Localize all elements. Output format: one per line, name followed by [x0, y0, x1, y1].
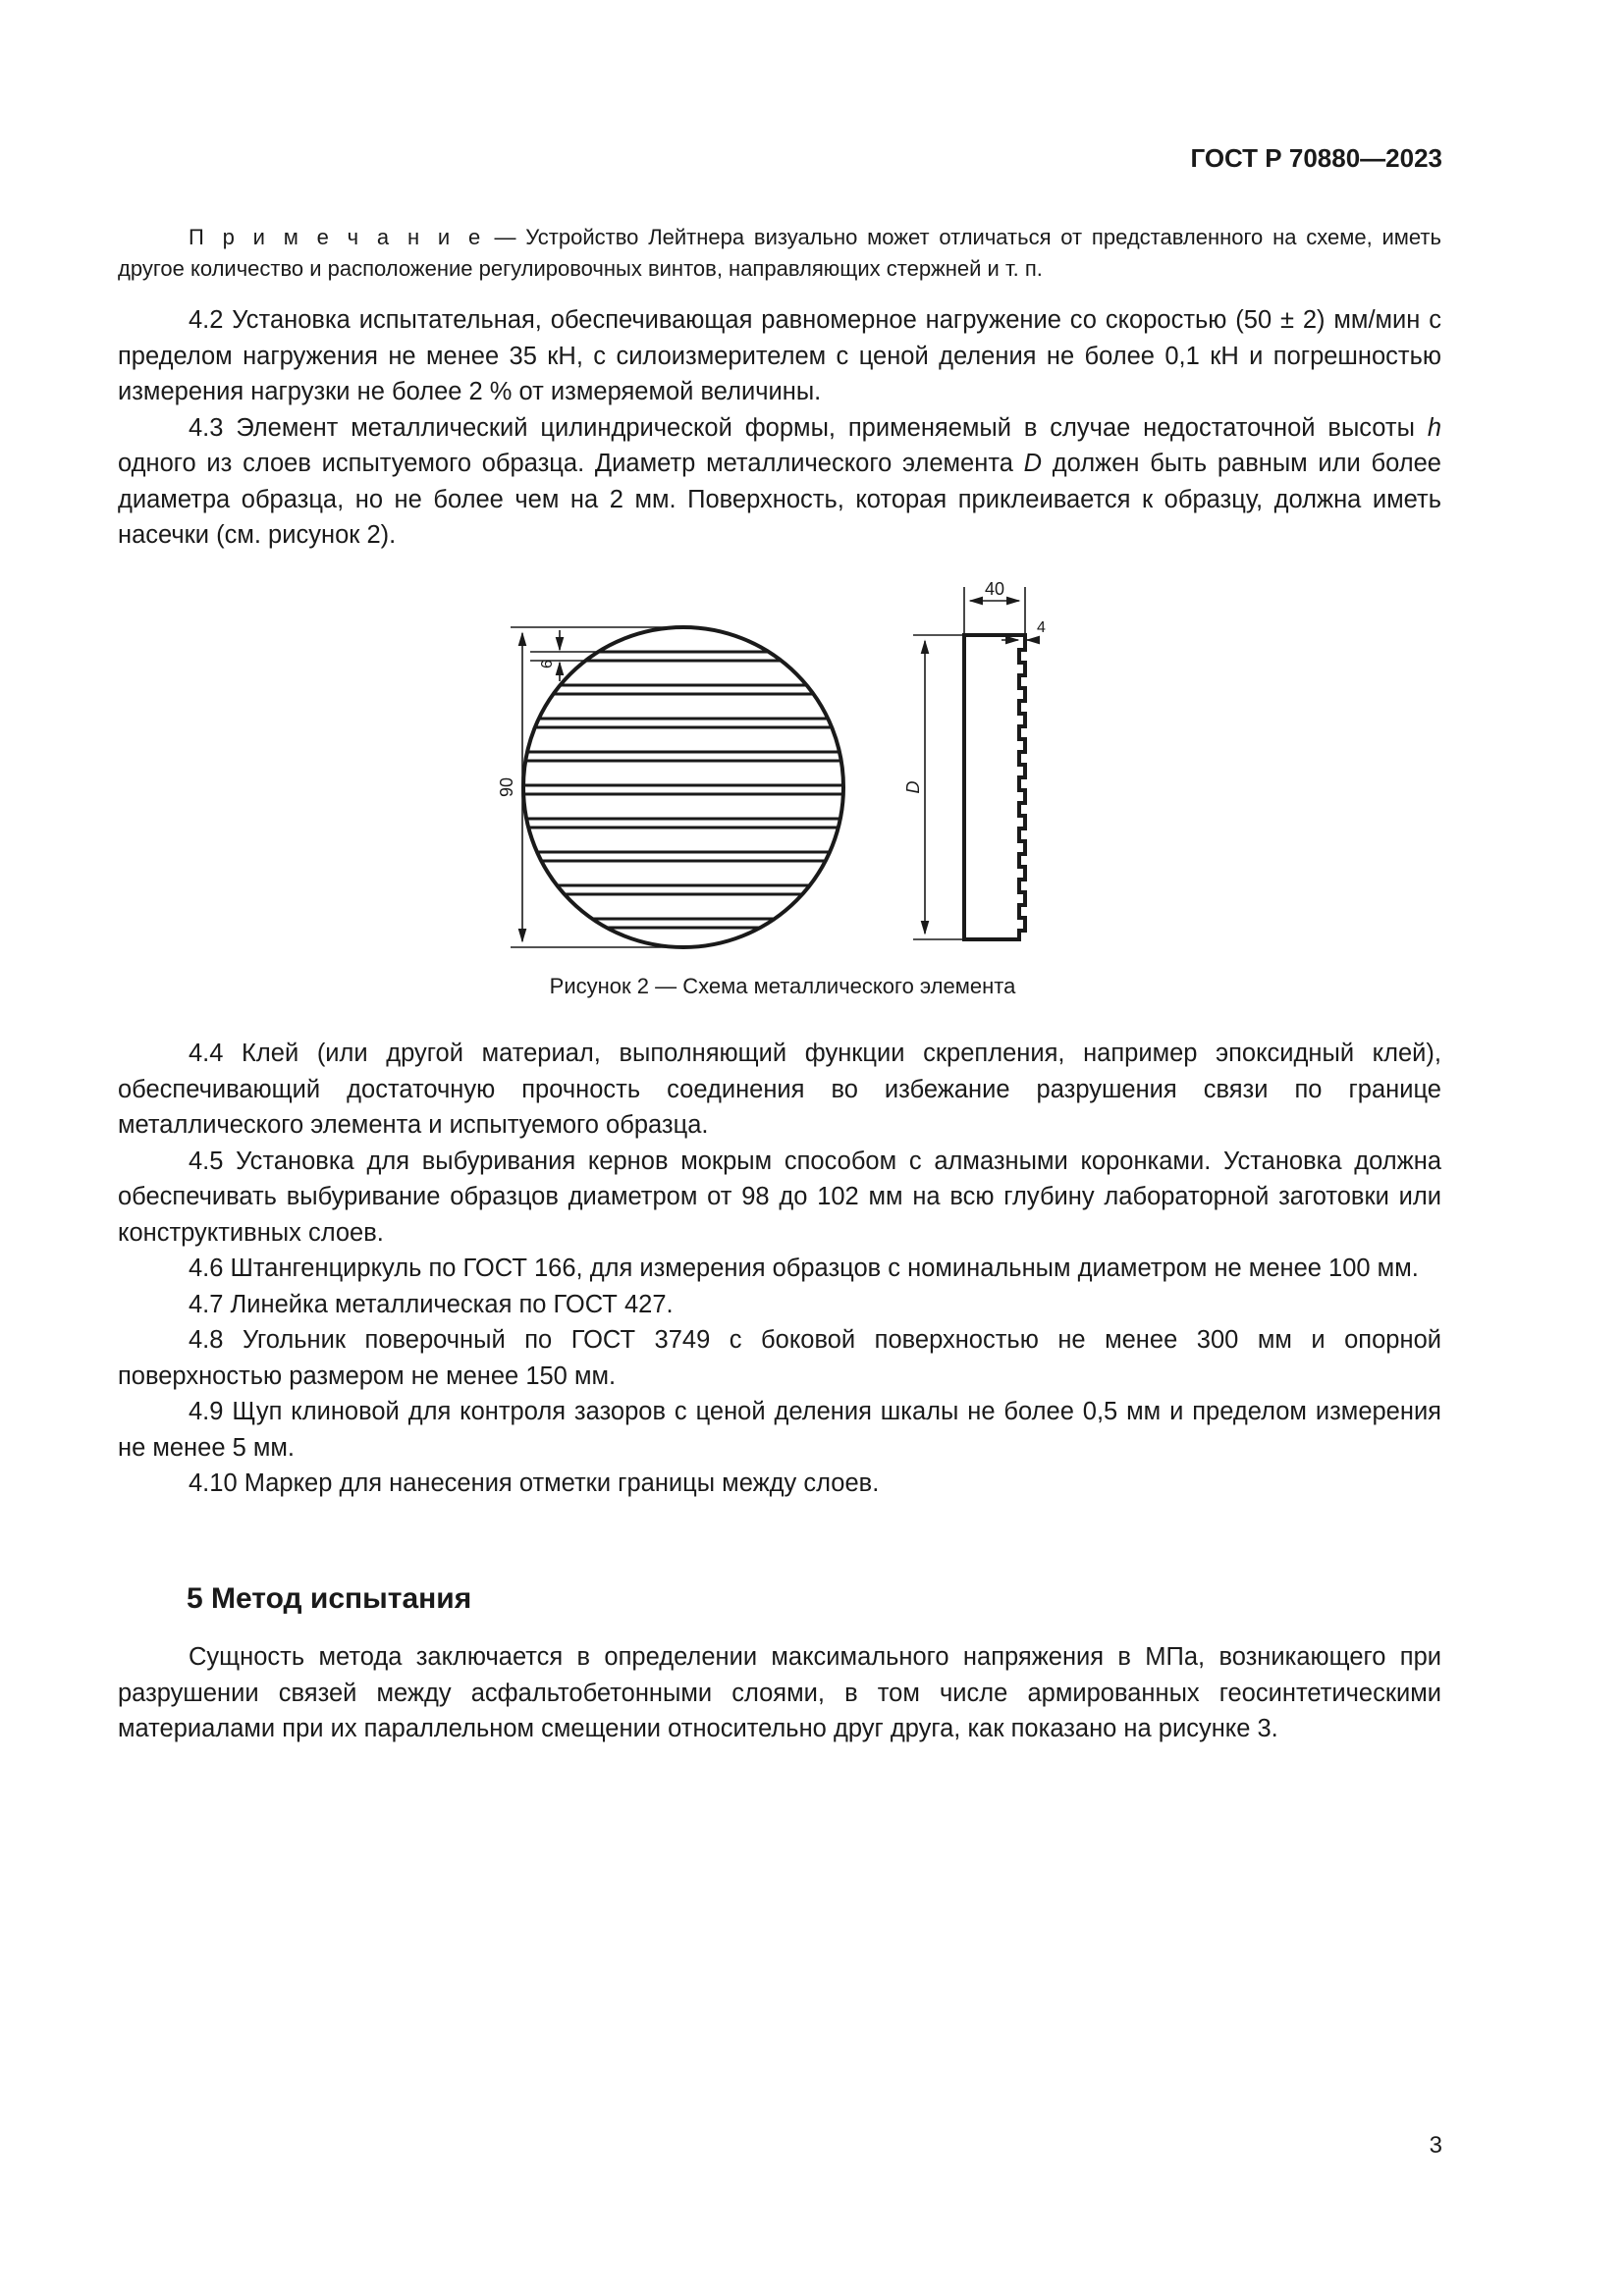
item-4-9: 4.9 Щуп клиновой для контроля зазоров с ценой деления шкалы не более 0,5 мм и пределом измерения не менее 5 мм.: [118, 1398, 1441, 1462]
item-4-3: 4.3 Элемент металлический цилиндрической формы, применяемый в случае недостаточной высоты h одного из слоев испытуемого образца. Диаметр металлического элемента D должен быть равным или более диаметра образца, но не более чем на 2 мм. Поверхность, которая приклеивается к образцу, должна иметь насечки (см. рисунок 2).: [118, 413, 1441, 549]
section-body: [118, 1639, 1441, 1747]
section-paragraph: Сущность метода заключается в определении максимального напряжения в МПа, возникающего при разрушении связей между асфальтобетонными слоями, в том числе армированных геосинтетическими материалами при их параллельном смещении относительно друг друга, как показано на рисунке 3.: [118, 1643, 1441, 1742]
dimension-90-label: 90: [497, 776, 516, 798]
dimension-D-label: D: [903, 780, 923, 794]
dimension-6-label: 6: [539, 660, 556, 668]
item-4-4: 4.4 Клей (или другой материал, выполняющий функции скрепления, например эпоксидный клей), обеспечивающий достаточную прочность соединения во избежание разрушения связи по границе металлического элемента и испытуемого образца.: [118, 1040, 1441, 1139]
note-paragraph: [118, 222, 1441, 285]
dimension-4-label: 4: [1037, 619, 1046, 636]
item-4-5: 4.5 Установка для выбуривания кернов мокрым способом с алмазными коронками. Установка должна обеспечивать выбуривание образцов диаметром от 98 до 102 мм на всю глубину лабораторной заготовки или конструктивных слоев.: [118, 1147, 1441, 1247]
figure-metal-element: [497, 579, 1051, 957]
page-number: 3: [1429, 2132, 1442, 2159]
symbol-D: D: [1023, 450, 1043, 477]
figure-caption: Рисунок 2 — Схема металлического элемента: [549, 974, 1016, 998]
item-4-8: 4.8 Угольник поверочный по ГОСТ 3749 с боковой поверхностью не менее 300 мм и опорной поверхностью размером не менее 150 мм.: [118, 1326, 1441, 1390]
section-heading: 5 Метод испытания: [187, 1582, 472, 1615]
items-top: [118, 302, 1441, 554]
symbol-h: h: [1427, 413, 1441, 442]
dimension-40-label: 40: [984, 579, 1005, 599]
document-number: ГОСТ Р 70880—2023: [1190, 143, 1442, 173]
note-label: П р и м е ч а н и е: [189, 225, 485, 249]
item-4-6: 4.6 Штангенциркуль по ГОСТ 166, для измерения образцов с номинальным диаметром не менее 100 мм.: [189, 1255, 1419, 1282]
element-side-view: [964, 635, 1025, 939]
items-bottom: [118, 1036, 1441, 1502]
item-4-10: 4.10 Маркер для нанесения отметки границы между слоев.: [189, 1469, 880, 1497]
note-block: [118, 222, 1441, 285]
item-4-2: 4.2 Установка испытательная, обеспечивающая равномерное нагружение со скоростью (50 ± 2) мм/мин с пределом нагружения не менее 35 кН, с силоизмерителем с ценой деления не более 0,1 кН и погрешностью измерения нагрузки не более 2 % от измеряемой величины.: [118, 306, 1441, 405]
item-4-7: 4.7 Линейка металлическая по ГОСТ 427.: [189, 1290, 674, 1318]
note-text: — Устройство Лейтнера визуально может отличаться от представленного на схеме, иметь другое количество и расположение регулировочных винтов, направляющих стержней и т. п.: [118, 225, 1441, 281]
